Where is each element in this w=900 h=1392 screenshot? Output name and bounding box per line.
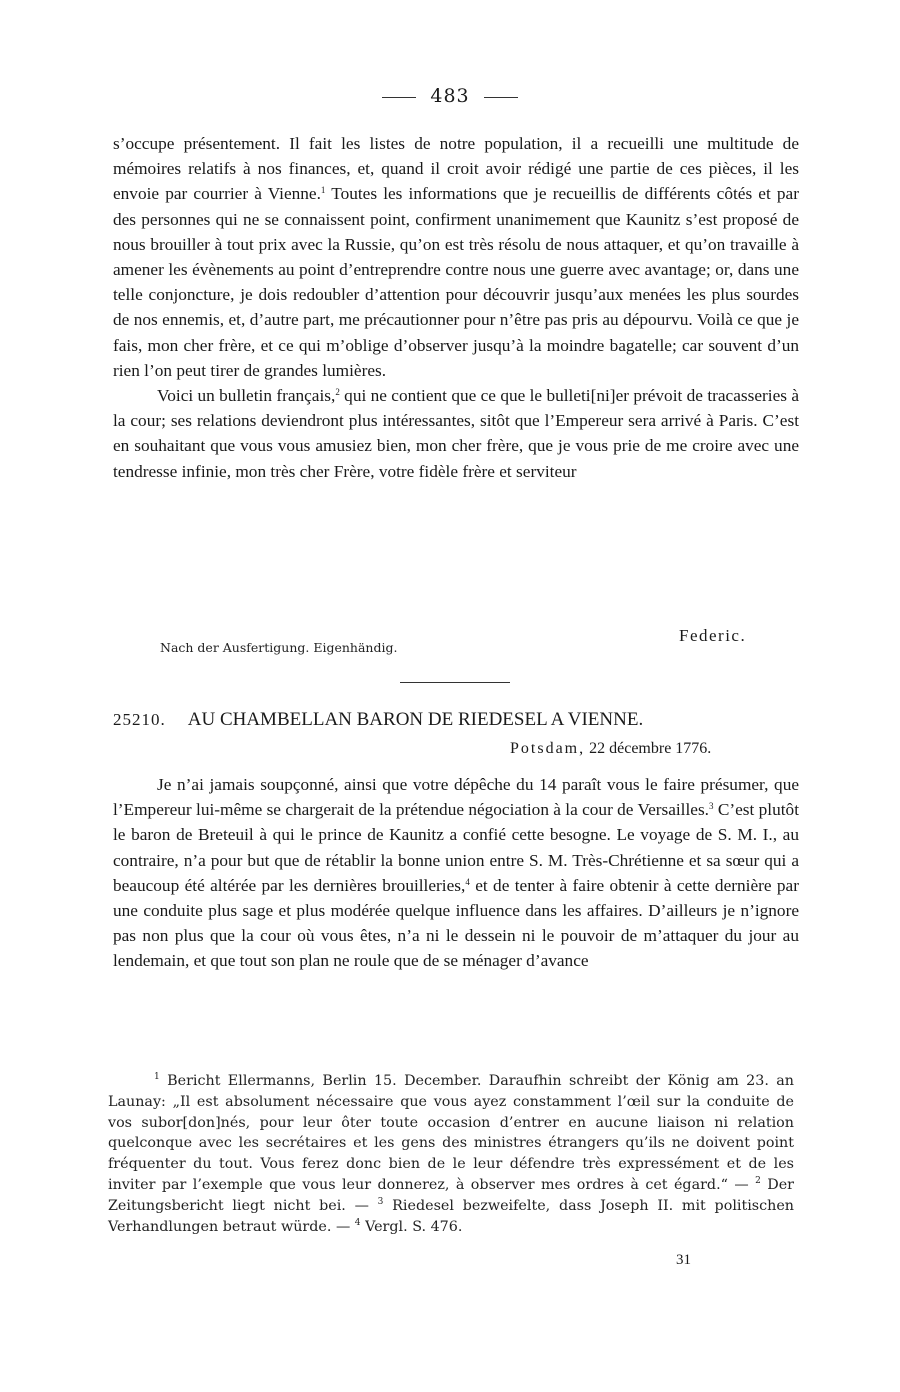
footnote-mark: 4 xyxy=(465,876,470,887)
second-letter-body xyxy=(113,772,799,974)
footnote-text: Der Zeitungsbericht liegt nicht bei. — xyxy=(108,1176,794,1214)
header-dash-left xyxy=(382,97,416,98)
paragraph-text: C’est plutôt le baron de Breteuil à qui le prince de Kaunitz a confié cette besogne. Le voyage de S. M. I., au contraire, n’a pour but que de rétablir la bonne union entre S. M. Très-Chrétienne et sa sœur qui a beaucoup été altérée par les dernières brouilleries, xyxy=(113,800,799,895)
footnote-mark: 3 xyxy=(377,1196,384,1207)
section-divider xyxy=(400,682,510,683)
letter-title: AU CHAMBELLAN BARON DE RIEDESEL A VIENNE. xyxy=(187,709,644,730)
footnote-mark: 1 xyxy=(320,185,326,196)
first-letter-body xyxy=(113,131,799,484)
footnote-mark: 2 xyxy=(335,387,340,398)
footnote-mark: 3 xyxy=(709,801,714,812)
footnote-text: Riedesel bezweifelte, dass Joseph II. mit politischen Verhandlungen betraut würde. — xyxy=(108,1197,795,1235)
page-number: 483 xyxy=(430,85,470,107)
letter-number: 25210. xyxy=(113,710,166,729)
paragraph-text: s’occupe présentement. Il fait les listes de notre population, il a recueilli une multitude de mémoires relatifs à nos finances, et, quand il croit avoir rédigé une partie de ces pièces, il les envoie par courrier à Vienne. xyxy=(113,134,799,204)
footnote-text: Bericht Ellermanns, Berlin 15. December. Daraufhin schreibt der König am 23. an Launay: „Il est absolument nécessaire que vous ayez constamment l’œil sur la conduite de vos subor[don]nés, pour leur ôter toute occasion d’entrer en aucune liaison ni relation quelconque avec les secrétaires et les gens des ministres étrangers qu’ils ne doivent point fréquenter du tout. Vous ferez donc bien de le leur défendre très expressément et de les inviter par l’exemple que vous leur donnerez, à observer mes ordres à cet égard.“ — xyxy=(108,1073,794,1193)
dateline-place: Potsdam, xyxy=(510,740,586,757)
footnote-mark: 4 xyxy=(354,1217,361,1228)
header-dash-right xyxy=(484,97,518,98)
footnotes xyxy=(108,1071,794,1237)
paragraph-text: Je n’ai jamais soupçonné, ainsi que votre dépêche du 14 paraît vous le faire présumer, que l’Empereur lui-même se chargerait de la prétendue négociation à la cour de Versailles. xyxy=(113,775,799,820)
dateline xyxy=(510,740,711,758)
signature-mark: 31 xyxy=(676,1252,691,1268)
paragraph-text: Voici un bulletin français, xyxy=(157,386,336,406)
signature: Federic. xyxy=(679,626,747,645)
footnote-mark: 1 xyxy=(154,1072,160,1082)
letter-heading xyxy=(113,709,799,731)
source-note: Nach der Ausfertigung. Eigenhändig. xyxy=(160,640,398,655)
paragraph-text: Toutes les informations que je recueillis de différents côtés et par des personnes qui ne se connaissent point, confirment unanimement que Kaunitz s’est proposé de nous brouiller à tout prix avec la Russie, qu’on est très résolu de nous attaquer, et qu’on travaille à amener les évènements au point d’entreprendre contre nous une guerre avec avantage; or, dans une telle conjoncture, je dois redoubler d’attention pour découvrir jusqu’aux menées les plus sourdes de nos ennemis, et, d’autre part, me précautionner pour n’être pas pris au dépourvu. Voilà ce que je fais, mon cher frère, et ce qui m’oblige d’observer jusqu’à la moindre bagatelle; car souvent d’un rien l’on peut tirer de grandes lumières. xyxy=(113,184,799,380)
page-header xyxy=(0,85,900,107)
footnote-text: Vergl. S. 476. xyxy=(365,1218,463,1235)
footnote-mark: 2 xyxy=(755,1175,761,1186)
footnote-paragraph xyxy=(108,1071,794,1237)
paragraph-text: qui ne contient que ce que le bulleti[ni]er prévoit de tracasseries à la cour; ses relations deviendront plus intéressantes, sitôt que l’Empereur sera arrivé à Paris. C’est en souhaitant que vous vous amusiez bien, mon cher frère, que je vous prie de me croire avec une tendresse infinie, mon très cher Frère, votre fidèle frère et serviteur xyxy=(113,386,799,481)
paragraph-text: et de tenter à faire obtenir à cette dernière par une conduite plus sage et plus modérée quelque influence dans les affaires. D’ailleurs je n’ignore pas non plus que la cour où vous êtes, n’a ni le dessein ni le pouvoir de m’attaquer du jour au lendemain, et que tout son plan ne roule que de se ménager d’avance xyxy=(113,875,799,971)
paragraph xyxy=(113,383,799,484)
paragraph xyxy=(113,772,799,974)
dateline-date: 22 décembre 1776. xyxy=(589,740,712,757)
paragraph xyxy=(113,131,799,383)
